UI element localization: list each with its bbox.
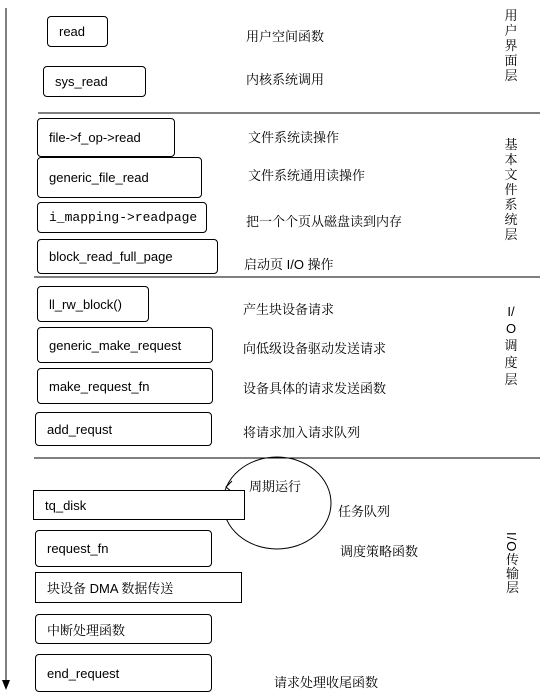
add-requst-label: add_requst	[47, 421, 113, 437]
request-fn-desc: 调度策略函数	[340, 544, 419, 559]
add-requst-desc: 将请求加入请求队列	[243, 425, 361, 440]
add-requst-box	[35, 412, 212, 446]
block-read-full-page-box	[37, 239, 218, 274]
layer-label-io-sched: I/O调度层	[504, 304, 518, 387]
readpage-desc: 把一个个页从磁盘读到内存	[246, 214, 403, 229]
f-op-read-label: file->f_op->read	[49, 130, 141, 145]
sys-read-label: sys_read	[55, 74, 108, 89]
ll-rw-block-desc: 产生块设备请求	[243, 302, 335, 317]
interrupt-label: 中断处理函数	[47, 622, 126, 638]
generic-file-read-desc: 文件系统通用读操作	[248, 168, 366, 183]
sys-read-desc: 内核系统调用	[246, 72, 325, 87]
read-box	[47, 16, 108, 47]
generic-file-read-box	[37, 157, 202, 198]
read-desc: 用户空间函数	[246, 29, 325, 44]
tq-disk-label: tq_disk	[45, 497, 87, 513]
periodic-run-label: 周期运行	[249, 476, 301, 495]
read-label: read	[59, 24, 86, 39]
layer-label-fs: 基本文件系统层	[504, 137, 518, 242]
layer-label-io-transfer: I/O传输层	[504, 532, 519, 595]
block-read-full-page-label: block_read_full_page	[49, 249, 173, 264]
make-request-fn-label: make_request_fn	[49, 378, 150, 394]
tq-disk-box	[33, 490, 245, 520]
request-fn-label: request_fn	[47, 541, 109, 556]
readpage-box	[37, 202, 207, 233]
sys-read-box	[43, 66, 146, 97]
interrupt-box	[35, 614, 212, 644]
make-request-fn-desc: 设备具体的请求发送函数	[243, 381, 387, 396]
generic-make-request-label: generic_make_request	[49, 337, 182, 353]
dma-label: 块设备 DMA 数据传送	[47, 581, 174, 596]
dma-box	[35, 572, 242, 603]
end-request-box	[35, 654, 212, 692]
ll-rw-block-label: ll_rw_block()	[49, 296, 122, 312]
layer-label-user: 用户界面层	[504, 8, 518, 83]
flow-arrow-head	[2, 680, 10, 690]
f-op-read-box	[37, 118, 175, 157]
request-fn-box	[35, 530, 212, 567]
f-op-read-desc: 文件系统读操作	[248, 130, 340, 145]
block-read-full-page-desc: 启动页 I/O 操作	[244, 257, 334, 272]
make-request-fn-box	[37, 368, 213, 404]
readpage-label: i_mapping->readpage	[49, 210, 198, 225]
tq-disk-desc: 任务队列	[338, 504, 391, 519]
generic-make-request-desc: 向低级设备驱动发送请求	[243, 341, 387, 356]
ll-rw-block-box	[37, 286, 149, 322]
generic-make-request-box	[37, 327, 213, 363]
end-request-label: end_request	[47, 665, 120, 681]
generic-file-read-label: generic_file_read	[49, 170, 149, 185]
end-request-desc: 请求处理收尾函数	[274, 675, 379, 690]
